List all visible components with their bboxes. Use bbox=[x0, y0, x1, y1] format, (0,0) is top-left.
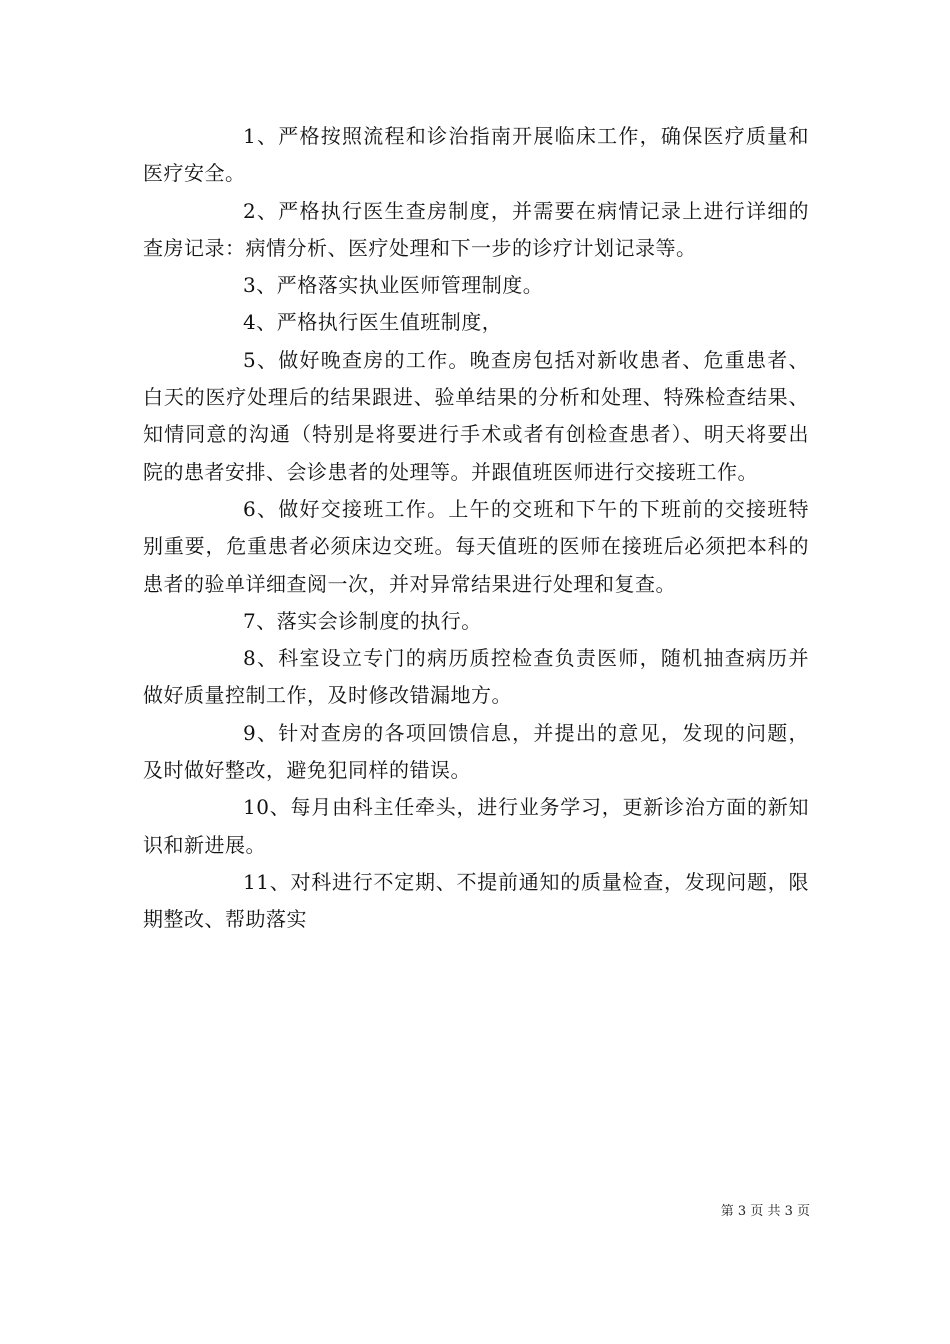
paragraph-11: 11、对科进行不定期、不提前通知的质量检查，发现问题，限期整改、帮助落实 bbox=[143, 869, 809, 932]
paragraph-7: 7、落实会诊制度的执行。 bbox=[243, 608, 482, 633]
paragraph-2: 2、严格执行医生查房制度，并需要在病情记录上进行详细的查房记录：病情分析、医疗处理和下一步的诊疗计划记录等。 bbox=[143, 198, 809, 260]
paragraph-1: 1、严格按照流程和诊治指南开展临床工作，确保医疗质量和医疗安全。 bbox=[143, 124, 809, 186]
paragraph-8: 8、科室设立专门的病历质控检查负责医师，随机抽查病历并做好质量控制工作，及时修改错漏地方。 bbox=[143, 646, 809, 708]
document-body bbox=[143, 118, 809, 939]
paragraph-6: 6、做好交接班工作。上午的交班和下午的下班前的交接班特别重要，危重患者必须床边交班。每天值班的医师在接班后必须把本科的患者的验单详细查阅一次，并对异常结果进行处理和复查。 bbox=[143, 496, 809, 596]
paragraph-3: 3、严格落实执业医师管理制度。 bbox=[243, 273, 544, 298]
paragraph-9: 9、针对查房的各项回馈信息，并提出的意见，发现的问题，及时做好整改，避免犯同样的错误。 bbox=[143, 720, 809, 783]
paragraph-10: 10、每月由科主任牵头，进行业务学习，更新诊治方面的新知识和新进展。 bbox=[143, 795, 809, 857]
paragraph-4: 4、严格执行医生值班制度， bbox=[243, 310, 503, 335]
page-number-footer: 第 3 页 共 3 页 bbox=[720, 1204, 810, 1219]
paragraph-5: 5、做好晚查房的工作。晚查房包括对新收患者、危重患者、白天的医疗处理后的结果跟进、验单结果的分析和处理、特殊检查结果、知情同意的沟通（特别是将要进行手术或者有创检查患者）、明天将要出院的患者安排、会诊患者的处理等。并跟值班医师进行交接班工作。 bbox=[143, 347, 809, 484]
